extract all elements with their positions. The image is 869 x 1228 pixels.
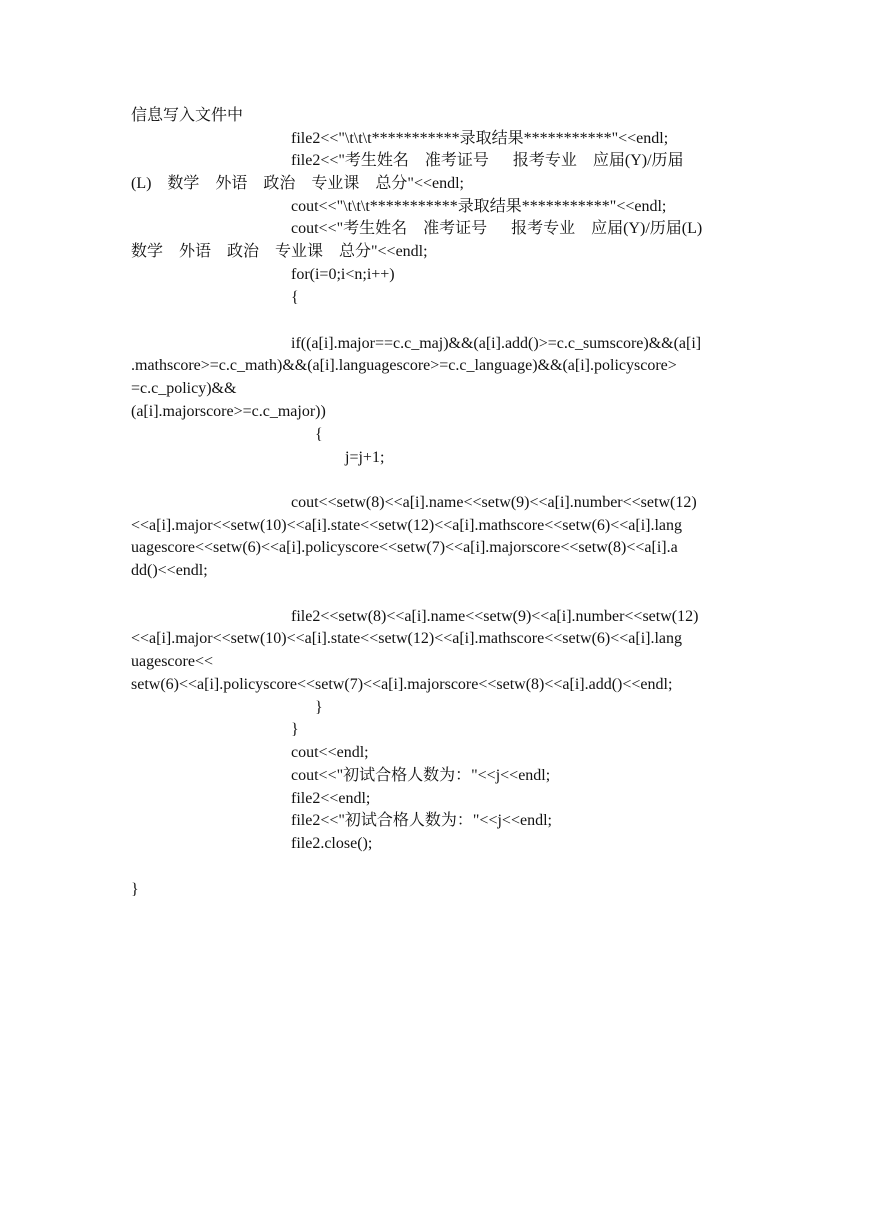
- code-line: j=j+1;: [345, 449, 385, 466]
- code-line: dd()<<endl;: [131, 562, 208, 579]
- code-line: cout<<endl;: [291, 744, 369, 761]
- code-line: uagescore<<setw(6)<<a[i].policyscore<<setw(7)<<a[i].majorscore<<setw(8)<<a[i].a: [131, 539, 678, 556]
- code-line: if((a[i].major==c.c_maj)&&(a[i].add()>=c.c_sumscore)&&(a[i]: [291, 335, 702, 352]
- code-line: cout<<setw(8)<<a[i].name<<setw(9)<<a[i].number<<setw(12): [291, 494, 697, 511]
- code-line: (a[i].majorscore>=c.c_major)): [131, 403, 326, 420]
- code-line: }: [315, 699, 323, 716]
- code-line: uagescore<<: [131, 653, 214, 670]
- code-line: =c.c_policy)&&: [131, 380, 237, 397]
- code-line: file2<<"考生姓名 准考证号 报考专业 应届(Y)/历届: [291, 152, 684, 169]
- code-line: file2<<"\t\t\t***********录取结果***********"<<endl;: [291, 130, 669, 147]
- code-line: {: [291, 289, 299, 306]
- code-line: file2<<endl;: [291, 790, 371, 807]
- code-line: <<a[i].major<<setw(10)<<a[i].state<<setw(12)<<a[i].mathscore<<setw(6)<<a[i].lang: [131, 630, 683, 647]
- code-line: }: [291, 721, 299, 738]
- code-line: {: [315, 426, 323, 443]
- code-line: cout<<"\t\t\t***********录取结果***********"<<endl;: [291, 198, 667, 215]
- text-line-heading: 信息写入文件中: [131, 107, 244, 124]
- code-line: 数学 外语 政治 专业课 总分"<<endl;: [131, 243, 428, 260]
- code-line: setw(6)<<a[i].policyscore<<setw(7)<<a[i].majorscore<<setw(8)<<a[i].add()<<endl;: [131, 676, 673, 693]
- code-line: cout<<"初试合格人数为："<<j<<endl;: [291, 767, 551, 784]
- code-line: }: [131, 881, 139, 898]
- code-line: .mathscore>=c.c_math)&&(a[i].languagescore>=c.c_language)&&(a[i].policyscore>: [131, 357, 677, 374]
- code-line: for(i=0;i<n;i++): [291, 266, 395, 283]
- code-line: file2<<setw(8)<<a[i].name<<setw(9)<<a[i].number<<setw(12): [291, 608, 699, 625]
- code-line: <<a[i].major<<setw(10)<<a[i].state<<setw(12)<<a[i].mathscore<<setw(6)<<a[i].lang: [131, 517, 683, 534]
- code-line: file2.close();: [291, 835, 373, 852]
- code-line: file2<<"初试合格人数为："<<j<<endl;: [291, 812, 552, 829]
- code-line: cout<<"考生姓名 准考证号 报考专业 应届(Y)/历届(L): [291, 220, 703, 237]
- code-line: (L) 数学 外语 政治 专业课 总分"<<endl;: [131, 175, 465, 192]
